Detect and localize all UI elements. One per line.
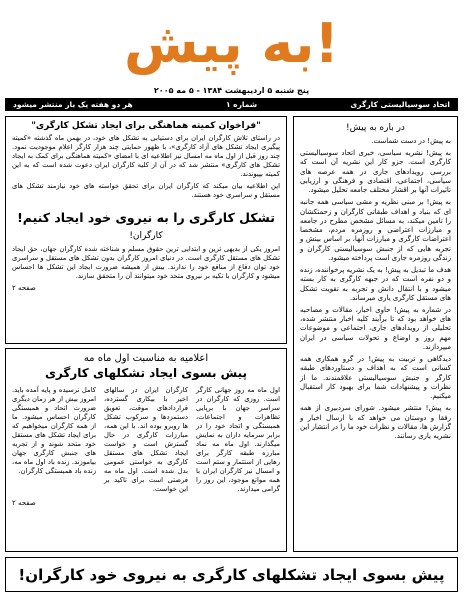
bottom-banner-text: پیش بسوی ایجاد تشکلهای کارگری به نیروی خود کارگران!	[18, 565, 445, 584]
about-paragraph: به پیش! در دست شماست.	[371, 137, 451, 145]
article-mayday-col: کارگران ایران در سالهای اخیر با بیکاری گسترده، قراردادهای موقت، تعویق دستمزدها و سرکوب تشکل ها روبرو بوده اند. با این همه، مبارزات کارگری در حال گسترش است و خواست ایجاد تشکل های مستقل کارگری به خواستی عمومی بدل شده است. اول ماه مه فرصتی است برای تاکید بر این خواست.	[104, 386, 188, 493]
about-paragraph: به پیش! منتشر میشود. شورای سردبیری از همه رفقا و دوستان می خواهد که با ارسال اخبار و گزارش ها، مقالات و نظرات خود ما را در انتشار این نشریه یاری رسانند.	[300, 404, 451, 441]
masthead	[5, 4, 458, 84]
about-paragraph: به پیش! نشریه سیاسی، خبری اتحاد سوسیالیستی کارگری است. جزو کار این نشریه آن است که بررسی رویدادهای جاری در همه عرصه های سیاسی، اجتماعی، اقتصادی و فرهنگی و ارزیابی تاثیرات آنها بر اقشار مختلف جامعه تحلیل میشود.	[300, 149, 451, 195]
dateline: پنج شنبه ۵ اردیبهشت ۱۳۸۴ - ۵ مه ۲۰۰۵	[153, 86, 310, 95]
about-paragraph: هدف ما تبدیل به پیش! به یک نشریه پرخواننده، زنده و دو نفره است که در جبهه کارگری به کار بسته میشود و با انتقال دانش و تجربه به تقویت تشکل های مستقل کارگری یاری میرساند.	[300, 266, 451, 302]
frequency-label: هر دو هفته یک بار منتشر میشود	[13, 100, 133, 109]
about-paragraph: در شماره به پیش! حاوی اخبار، مقالات و مصاحبه های خواهد بود که تا برآیند کلیه اخبار منتشر شده، تحلیلی از رویدادهای جاری، اجتماعی و موضوعات مهم روز و اوضاع و تحولات سیاسی در ایران میپردازند.	[300, 305, 451, 351]
article-call-title: "فراخوان کمیته هماهنگی برای ایجاد تشکل کارگری"	[31, 121, 261, 131]
article-call-paragraph: این اطلاعیه بیان میکند که کارگران ایران برای تحقق خواسته های خود نیازمند تشکل های مستقل و سراسری خود هستند.	[12, 181, 280, 199]
article-mayday-col: اول ماه مه روز جهانی کارگر است. روزی که کارگران در سراسر جهان با برپایی تظاهرات و اجتماعات، همبستگی و اتحاد خود را در برابر سرمایه داران به نمایش میگذارند. اول ماه مه نماد مبارزه طبقه کارگر برای رهایی از استثمار و ستم است و امسال نیز کارگران ایران با همه موانع موجود، این روز را گرامی میدارند.	[196, 386, 280, 493]
page-reference: صفحه ۲	[12, 498, 36, 507]
issue-number: شماره ۱	[225, 100, 258, 109]
article-kicker: اعلامیه به مناسبت اول ماه مه	[83, 353, 209, 364]
info-bar	[5, 98, 458, 111]
article-subtitle: کارگران!	[129, 230, 163, 241]
publisher-label: اتحاد سوسیالیستی کارگری	[350, 100, 450, 109]
about-paragraph: به پیش! بر مبنی نظریه و مشی سیاسی همه جانبه ای که بنیاد و اهداف طبقاتی کارگران و زحمتکشان را تامین میکند، به مسائل مشخص مطرح در جامعه و مبارزات اعتراضی و روزمره مردم، مشخصا اعتراضات کارگری و مبارزات آنها، بر اساس بینش و تجربه هایی که از جنبش سوسیالیستی کارگران و زندگی روزمره جاری است پرداخته میشود.	[300, 198, 451, 262]
article-call	[5, 116, 287, 344]
bottom-banner	[5, 557, 458, 592]
article-call-paragraph: در راستای تلاش کارگران ایران برای دستیابی به تشکل های خود، در بهمن ماه گذشته «کمیته پیگیری ایجاد تشکل های آزاد کارگری»، با ظهور حمایتی چند هزار کارگر اعلام موجودیت نمود. چند روز قبل از اول ماه مه امسال نیز اطلاعیه ای با امضای «کمیته هماهنگی برای کمک به ایجاد تشکل های کارگری» منتشر شد که در آن از کلیه کارگران ایران دعوت شده است که به این کمیته بپیوندند.	[12, 134, 280, 178]
about-title: در باره به پیش!	[346, 123, 405, 133]
article-mayday-col: کامل نرسیده و پایه آمده باید. امروز بیش از هر زمان دیگری ضرورت اتحاد و همبستگی کارگران احساس میشود. ما از همه کارگران میخواهیم که برای ایجاد تشکل های مستقل خود متحد شوند و از تجربه های جنبش کارگری جهان بیاموزند. زنده باد اول ماه مه، زنده باد همبستگی کارگران.	[12, 386, 96, 475]
about-paragraph: دیدگاهی و تربیت به پیش! در گرو همکاری همه کسانی است که به اهداف و دستاوردهای طبقه کارگر و جنبش سوسیالیستی علاقمندند. ما از نظرات و پیشنهادات شما برای بهبود کار استقبال میکنیم.	[300, 355, 451, 401]
about-column	[293, 116, 458, 552]
newspaper-page	[5, 4, 458, 592]
article-mayday	[5, 348, 287, 552]
main-column	[5, 116, 287, 552]
article-body: امروز یکی از بدیهی ترین و ابتدایی ترین حقوق مسلم و شناخته شده کارگران جهان، حق ایجاد تشکل های مستقل کارگری است. در دنیای امروز کارگران بدون تشکل های مستقل و سراسری خود توان دفاع از منافع خود را ندارند. بیش از همیشه ضرورت ایجاد این تشکل ها احساس میشود و کارگران با تکیه بر نیروی متحد خود میتوانند آن را متحقق سازند.	[12, 244, 280, 280]
page-reference: صفحه ۲	[12, 283, 36, 292]
article-headline: تشکل کارگری را به نیروی خود ایجاد کنیم!	[17, 209, 275, 225]
masthead-title: به پیش!	[123, 12, 340, 75]
article-mayday-columns	[12, 386, 280, 497]
article-mayday-headline: پیش بسوی ایجاد تشکلهای کارگری	[44, 366, 248, 380]
